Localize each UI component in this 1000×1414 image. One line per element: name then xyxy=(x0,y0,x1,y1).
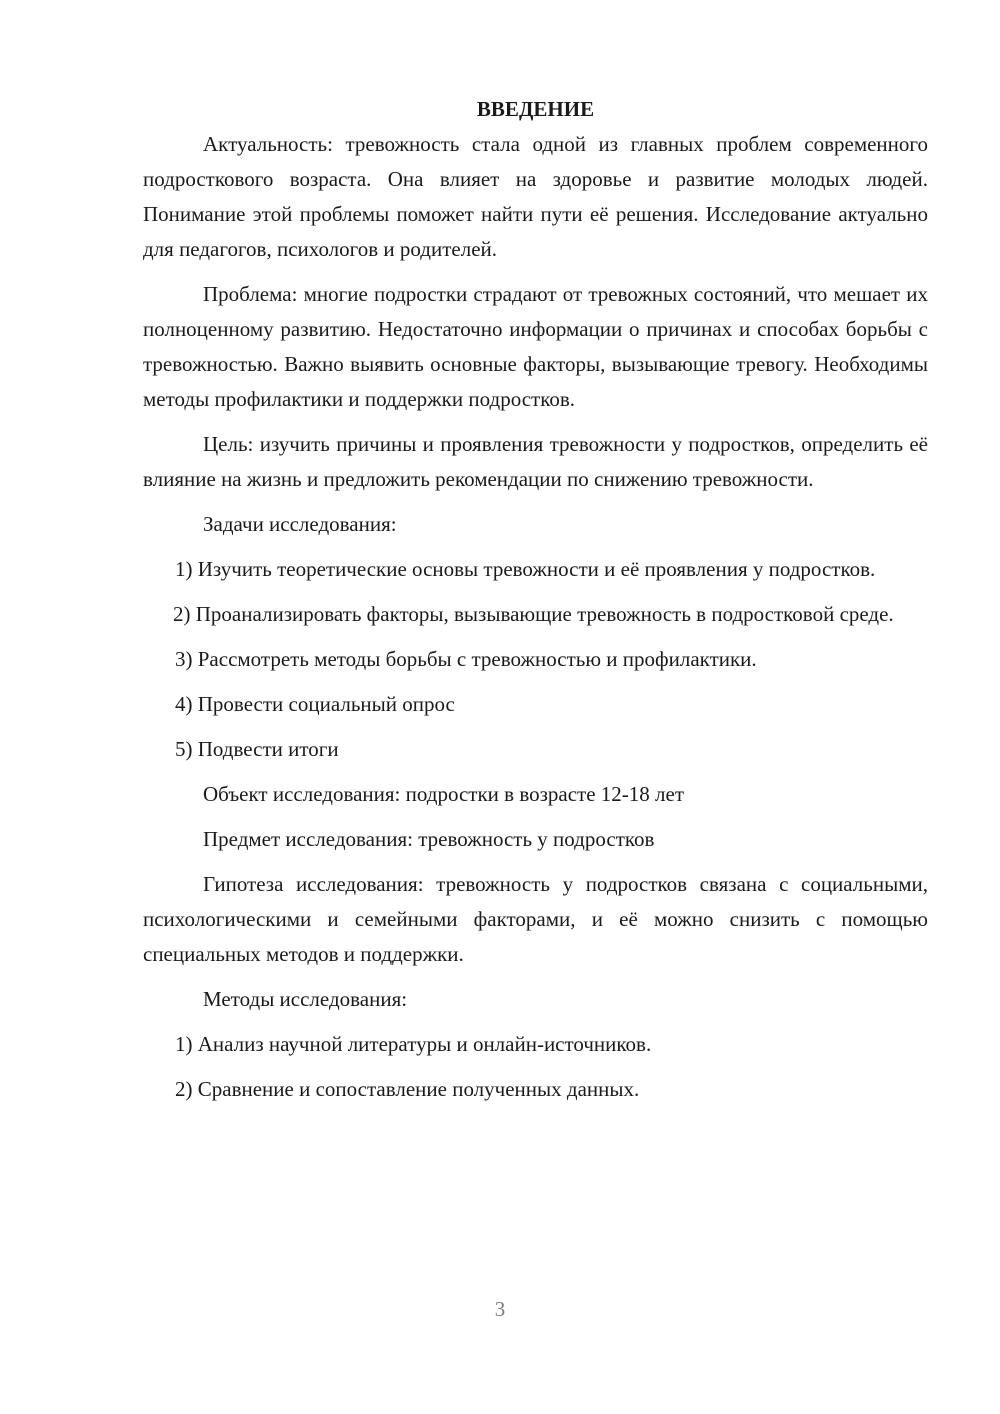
task-item: 3) Рассмотреть методы борьбы с тревожностью и профилактики. xyxy=(175,647,757,671)
problem-paragraph: Проблема: многие подростки страдают от тревожных состояний, что мешает их полноценному развитию. Недостаточно информации о причинах и способах борьбы с тревожностью. Важно выявить основные факторы, вызывающие тревогу. Необходимы методы профилактики и поддержки подростков. xyxy=(143,282,928,411)
hypothesis-paragraph: Гипотеза исследования: тревожность у подростков связана с социальными, психологическими и семейными факторами, и её можно снизить с помощью специальных методов и поддержки. xyxy=(143,872,928,966)
tasks-heading: Задачи исследования: xyxy=(203,512,397,536)
relevance-paragraph: Актуальность: тревожность стала одной из главных проблем современного подросткового возраста. Она влияет на здоровье и развитие молодых людей. Понимание этой проблемы поможет найти пути её решения. Исследование актуально для педагогов, психологов и родителей. xyxy=(143,132,928,261)
method-item: 1) Анализ научной литературы и онлайн-источников. xyxy=(175,1032,652,1056)
goal-paragraph: Цель: изучить причины и проявления тревожности у подростков, определить её влияние на жизнь и предложить рекомендации по снижению тревожности. xyxy=(143,432,928,491)
object-paragraph: Объект исследования: подростки в возрасте 12-18 лет xyxy=(203,782,685,806)
document-page xyxy=(143,92,928,1107)
task-item: 1) Изучить теоретические основы тревожности и её проявления у подростков. xyxy=(175,557,876,581)
task-item: 2) Проанализировать факторы, вызывающие тревожность в подростковой среде. xyxy=(173,602,894,626)
methods-heading: Методы исследования: xyxy=(203,987,408,1011)
task-item: 5) Подвести итоги xyxy=(175,737,339,761)
subject-paragraph: Предмет исследования: тревожность у подростков xyxy=(203,827,655,851)
section-title: ВВЕДЕНИЕ xyxy=(476,97,595,121)
page-number: 3 xyxy=(494,1297,506,1321)
task-item: 4) Провести социальный опрос xyxy=(175,692,455,716)
method-item: 2) Сравнение и сопоставление полученных данных. xyxy=(175,1077,640,1101)
